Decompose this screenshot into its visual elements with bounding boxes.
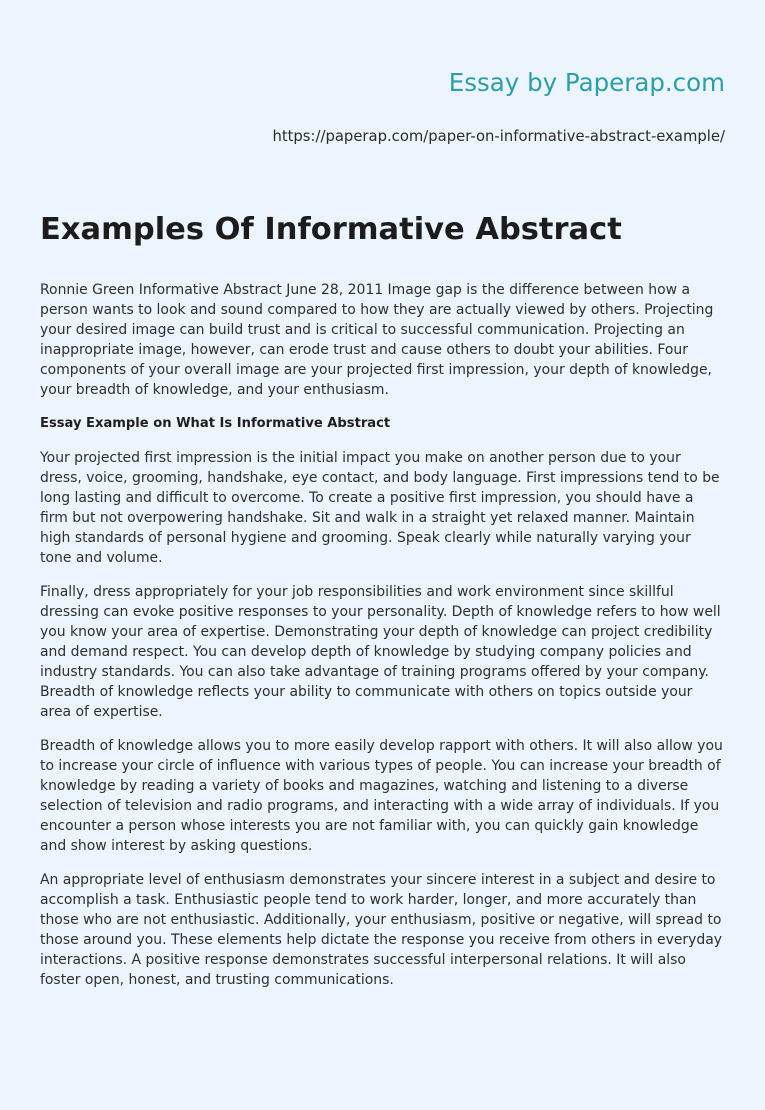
paragraph-intro: Ronnie Green Informative Abstract June 28, 2011 Image gap is the difference between how a person wants to look and sound compared to how they are actually viewed by others. Projecting your desired image can build trust and is critical to successful communication. Projecting an inappropriate image, however, can erode trust and cause others to doubt your abilities. Four components of your overall image are your projected first impression, your depth of knowledge, your breadth of knowledge, and your enthusiasm.	[40, 282, 714, 398]
site-brand[interactable]: Essay by Paperap.com	[448, 68, 725, 97]
paragraph-depth-of-knowledge: Finally, dress appropriately for your job responsibilities and work environment since skillful dressing can evoke positive responses to your personality. Depth of knowledge refers to how well you know your area of expertise. Demonstrating your depth of knowledge can project credibility and demand respect. You can develop depth of knowledge by studying company policies and industry standards. You can also take advantage of training programs offered by your company. Breadth of knowledge reflects your ability to communicate with others on topics outside your area of expertise.	[40, 584, 721, 720]
section-subheading: Essay Example on What Is Informative Abstract	[40, 416, 391, 431]
paragraph-first-impression: Your projected first impression is the initial impact you make on another person due to your dress, voice, grooming, handshake, eye contact, and body language. First impressions tend to be long lasting and difficult to overcome. To create a positive first impression, you should have a firm but not overpowering handshake. Sit and walk in a straight yet relaxed manner. Maintain high standards of personal hygiene and grooming. Speak clearly while naturally varying your tone and volume.	[40, 450, 720, 566]
paragraph-enthusiasm: An appropriate level of enthusiasm demonstrates your sincere interest in a subject and desire to accomplish a task. Enthusiastic people tend to work harder, longer, and more accurately than those who are not enthusiastic. Additionally, your enthusiasm, positive or negative, will spread to those around you. These elements help dictate the response you receive from others in everyday interactions. A positive response demonstrates successful interpersonal relations. It will also foster open, honest, and trusting communications.	[40, 872, 723, 988]
article	[40, 206, 725, 1004]
paragraph-breadth-of-knowledge: Breadth of knowledge allows you to more easily develop rapport with others. It will also allow you to increase your circle of influence with various types of people. You can increase your breadth of knowledge by reading a variety of books and magazines, watching and listening to a diverse selection of television and radio programs, and interacting with a wide array of individuals. If you encounter a person whose interests you are not familiar with, you can quickly gain knowledge and show interest by asking questions.	[40, 738, 723, 854]
article-body	[40, 280, 725, 990]
source-url[interactable]: https://paperap.com/paper-on-informative-abstract-example/	[272, 128, 725, 145]
page-title: Examples Of Informative Abstract	[40, 212, 622, 247]
